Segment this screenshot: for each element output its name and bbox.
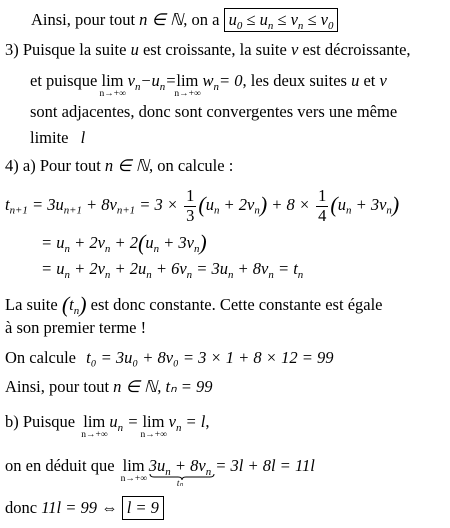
suite-text-c: à son premier terme ! [5,318,147,337]
item3-text-c: est décroissante, [302,40,411,59]
math-tn-paren: $(t_n)$ [61,292,87,317]
math-n-in-N: n ∈ ℕ [104,156,149,175]
equation-step-2: = $u_n + 2v_n + 2(u_n + 3v_n)$ [41,230,207,255]
item3-line-1 [5,42,411,59]
limit-operator: lim n→+∞ [81,412,108,440]
math-u: u [351,71,364,90]
limit-sub: n→+∞ [81,430,108,440]
suite-text-a: La suite [5,295,58,314]
math-v: v [375,71,387,90]
item3-text-d: et puisque [30,71,98,90]
t0-equation: t₀ = 3u₀ + 8v₀ = 3 × 1 + 8 × 12 = 99 [86,348,334,367]
item3-line-2 [30,71,387,99]
tn-value: tₙ = 99 [165,377,213,396]
limit-sub: n→+∞ [174,89,201,99]
math-n-in-N: n ∈ ℕ [113,377,158,396]
item4b-text-a: b) Puisque [5,412,76,431]
item3-text-h: limite [30,128,69,147]
ainsi-text-2: Ainsi, pour tout [5,377,110,396]
donc-line [5,500,164,517]
item4b-line-2 [5,456,315,488]
suite-constante-line-2 [5,320,146,337]
limit-sub: n→+∞ [99,89,126,99]
item3-line-3 [30,104,397,121]
on-calcule-text: On calcule [5,348,77,367]
math-n-in-N: n ∈ ℕ [139,10,184,29]
item3-text-f: et [363,71,376,90]
ainsi-text: Ainsi, pour tout [31,10,136,29]
donc-text: donc [5,498,38,517]
item3-text-b: est croissante, la suite [142,40,287,59]
suite-constante-line-1 [5,294,383,316]
limit-sub: n→+∞ [140,430,167,440]
on-calcule-line [5,350,333,367]
brace-label: tₙ [176,478,183,488]
math-wn-zero: $w_n= 0$ [202,71,243,93]
fraction-one-third: $\frac{1}{3}$ [186,186,195,225]
equation-tn1: $t_{n+1} = 3u_{n+1} + 8v_{n+1} = 3$ × $\frac{1}{3}$ $(u_n + 2v_n) + 8$ × $\frac{1}{4}$ $(u_n + 3v_n)$ [5,186,400,225]
equation-step-3: = $u_n + 2v_n + 2u_n + 6v_n = 3u_n + 8v_n = t_n$ [41,259,304,281]
limit-operator-2: lim n→+∞ [174,71,201,99]
math-un: $u_n$ = [109,412,143,434]
boxed-inequality: $u_0 \le u_n \le v_n \le v_0$ [224,8,339,32]
final-boxed-answer: l = 9 [122,496,164,520]
math-vn-minus-un: $v_n-u_n=$ [127,71,177,93]
ainsi-line-1: Ainsi, pour tout n ∈ ℕ, on a $u_0 \le u_n \le v_n \le v_0$ [31,12,338,29]
limit-operator-2: lim n→+∞ [140,412,167,440]
math-l: l [80,128,86,147]
item4a-text-a: 4) a) Pour tout [5,156,101,175]
item3-text-a: 3) Puisque la suite [5,40,127,59]
item4a-line-1 [5,158,233,175]
item3-text-g: sont adjacentes, donc sont convergentes vers une même [30,102,398,121]
limit-result: = 3l + 8l = 11l [215,456,315,475]
math-vn-eq-l: $v_n = l$ [168,412,206,434]
math-u: u [130,40,143,59]
fraction-one-fourth: $\frac{1}{4}$ [318,186,327,225]
limit-operator: lim n→+∞ [120,456,148,484]
ainsi-line-2: Ainsi, pour tout n ∈ ℕ, tₙ = 99 [5,377,213,396]
underbrace-expression: $3u_n + 8v_n$ tₙ [149,458,211,475]
item4b-text-b: on en déduit que [5,456,115,475]
limit-sub: n→+∞ [120,474,148,484]
item3-text-e: , les deux suites [242,71,347,90]
limit-operator: lim n→+∞ [99,71,126,99]
item3-line-4 [30,130,85,147]
final-equation: 11l = 99 ⇔ [41,498,118,517]
math-v: v [290,40,303,59]
item4a-text-b: , on calcule : [149,156,234,175]
item4b-line-1: b) Puisque lim n→+∞ $u_n = \lim$ n→+∞ $v_n = l$, [5,412,210,440]
suite-text-b: est donc constante. Cette constante est égale [90,295,383,314]
